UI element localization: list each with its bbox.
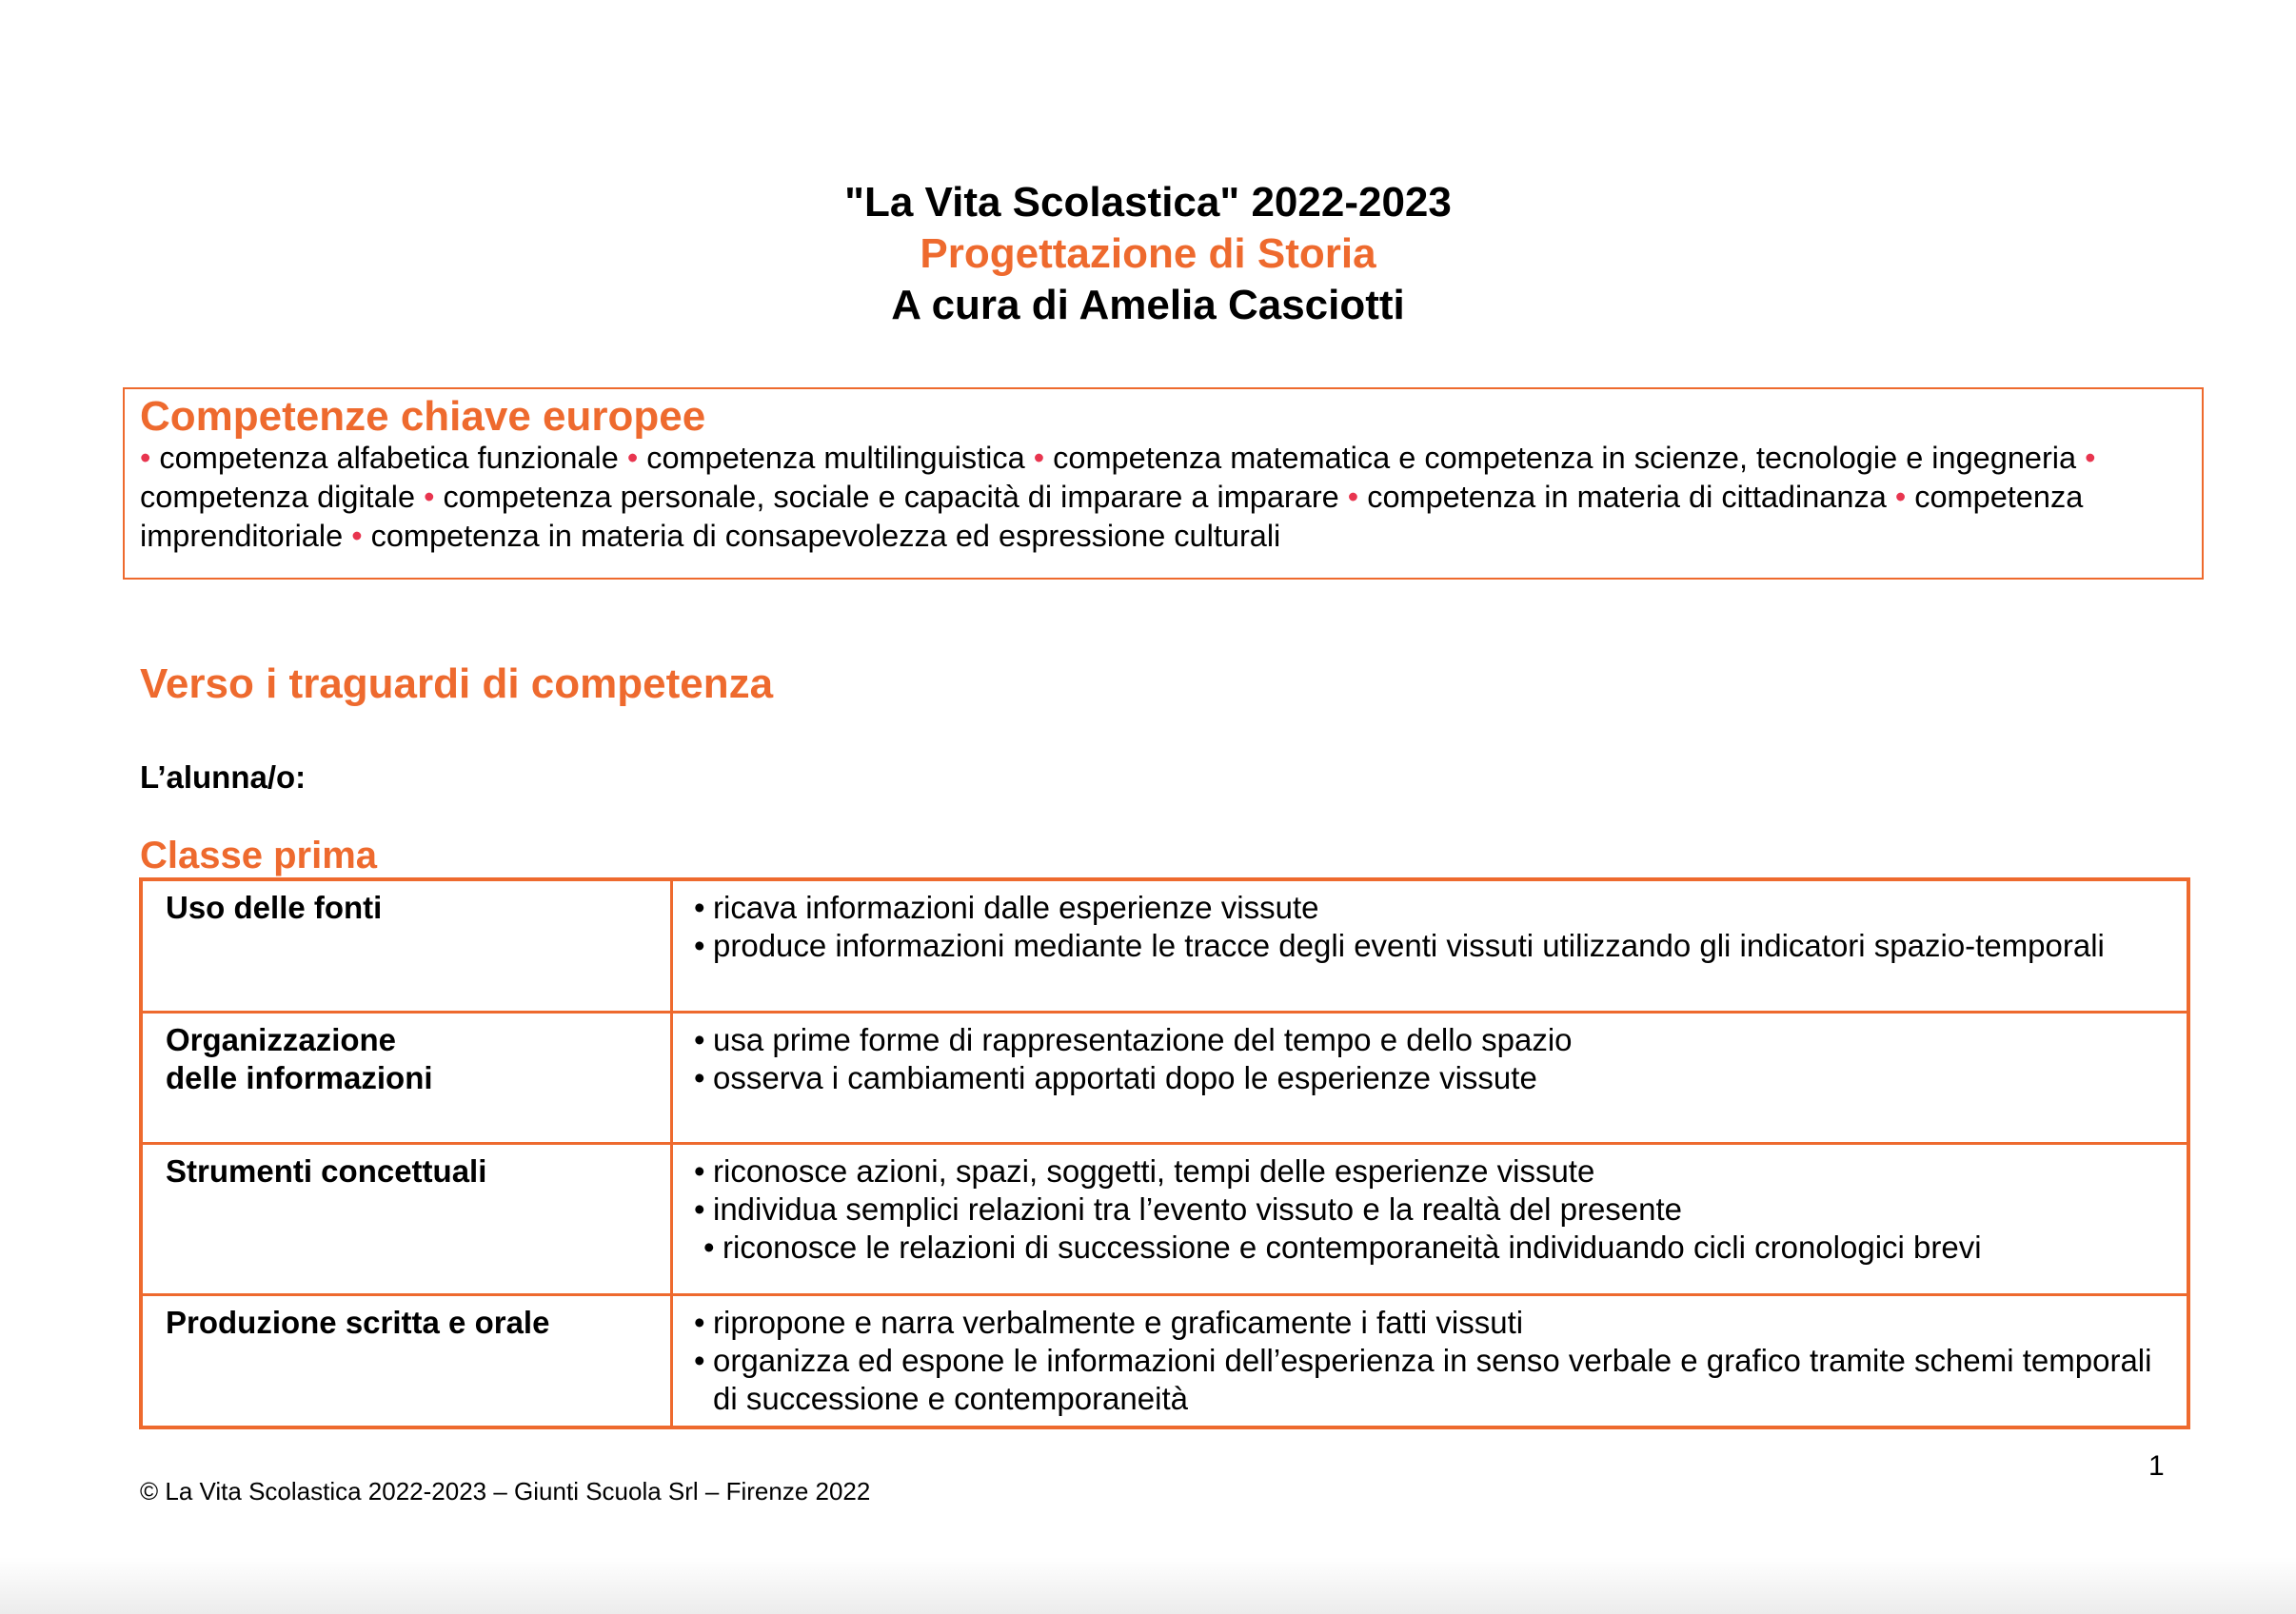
table-row bbox=[141, 1013, 2188, 1144]
row-label-cell bbox=[141, 1144, 672, 1295]
list-item-text: produce informazioni mediante le tracce degli eventi vissuti utilizzando gli indicatori spazio-temporali bbox=[713, 928, 2105, 963]
bullet-icon: • bbox=[694, 890, 705, 925]
list-item bbox=[694, 1342, 2167, 1418]
row-label: delle informazioni bbox=[166, 1060, 433, 1095]
list-item-text: individua semplici relazioni tra l’evento vissuto e la realtà del presente bbox=[713, 1191, 1683, 1227]
document-header bbox=[0, 177, 2296, 331]
row-label: Produzione scritta e orale bbox=[166, 1305, 550, 1340]
list-item-text: ricava informazioni dalle esperienze vissute bbox=[713, 890, 1319, 925]
key-competence-item: competenza alfabetica funzionale bbox=[159, 441, 619, 475]
key-competence-item: competenza multilinguistica bbox=[646, 441, 1025, 475]
key-competence-item: competenza imprenditoriale bbox=[140, 480, 2084, 553]
table-row bbox=[141, 1144, 2188, 1295]
list-item bbox=[694, 1191, 2167, 1229]
key-competence-item: competenza digitale bbox=[140, 480, 416, 514]
row-items-cell bbox=[672, 1295, 2189, 1428]
list-item bbox=[694, 889, 2167, 927]
list-item bbox=[694, 1229, 2167, 1267]
key-competences-box bbox=[123, 387, 2204, 580]
bullet-icon: • bbox=[694, 1022, 705, 1057]
list-item bbox=[694, 1152, 2167, 1191]
bullet-icon: • bbox=[694, 1191, 705, 1227]
row-items-cell bbox=[672, 1144, 2189, 1295]
table-row bbox=[141, 1295, 2188, 1428]
bullet-icon: • bbox=[694, 1153, 705, 1189]
row-label-cell bbox=[141, 1295, 672, 1428]
row-label: Uso delle fonti bbox=[166, 890, 383, 925]
page-bottom-shadow bbox=[0, 1557, 2296, 1614]
page-number: 1 bbox=[2148, 1450, 2165, 1482]
row-label: Organizzazione bbox=[166, 1022, 397, 1057]
bullet-dot-icon: • bbox=[2085, 441, 2096, 475]
bullet-icon: • bbox=[694, 928, 705, 963]
competence-table bbox=[139, 877, 2190, 1429]
key-competence-item: competenza in materia di consapevolezza ed espressione culturali bbox=[370, 519, 1281, 553]
bullet-icon: • bbox=[694, 1343, 705, 1378]
key-competences-title: Competenze chiave europee bbox=[140, 393, 706, 440]
key-competences-list bbox=[140, 439, 2185, 556]
list-item bbox=[694, 1021, 2167, 1059]
key-competence-item: competenza matematica e competenza in scienze, tecnologie e ingegneria bbox=[1053, 441, 2077, 475]
bullet-icon: • bbox=[694, 1060, 705, 1095]
subject-label: L’alunna/o: bbox=[140, 759, 307, 795]
document-author: A cura di Amelia Casciotti bbox=[891, 282, 1405, 328]
bullet-dot-icon: • bbox=[351, 519, 363, 553]
bullet-dot-icon: • bbox=[1347, 480, 1359, 514]
bullet-icon: • bbox=[694, 1305, 705, 1340]
list-item-text: organizza ed espone le informazioni dell’esperienza in senso verbale e grafico tramite schemi temporali di successione e contemporaneità bbox=[713, 1343, 2152, 1416]
row-label-cell bbox=[141, 1013, 672, 1144]
document-title: "La Vita Scolastica" 2022-2023 bbox=[844, 179, 1452, 226]
key-competence-item: competenza in materia di cittadinanza bbox=[1367, 480, 1887, 514]
bullet-dot-icon: • bbox=[140, 441, 151, 475]
list-item-text: osserva i cambiamenti apportati dopo le esperienze vissute bbox=[713, 1060, 1537, 1095]
bullet-icon: • bbox=[703, 1230, 715, 1265]
bullet-dot-icon: • bbox=[626, 441, 639, 475]
list-item-text: usa prime forme di rappresentazione del tempo e dello spazio bbox=[713, 1022, 1573, 1057]
list-item bbox=[694, 1059, 2167, 1097]
table-row bbox=[141, 879, 2188, 1013]
document-subtitle: Progettazione di Storia bbox=[920, 230, 1376, 277]
list-item-text: riconosce azioni, spazi, soggetti, tempi delle esperienze vissute bbox=[713, 1153, 1595, 1189]
section-title: Verso i traguardi di competenza bbox=[140, 660, 774, 707]
bullet-dot-icon: • bbox=[1894, 480, 1907, 514]
bullet-dot-icon: • bbox=[424, 480, 435, 514]
row-label-cell bbox=[141, 879, 672, 1013]
list-item bbox=[694, 1304, 2167, 1342]
list-item-text: ripropone e narra verbalmente e graficamente i fatti vissuti bbox=[713, 1305, 1524, 1340]
bullet-dot-icon: • bbox=[1033, 441, 1045, 475]
list-item bbox=[694, 927, 2167, 965]
list-item-text: riconosce le relazioni di successione e contemporaneità individuando cicli cronologici brevi bbox=[722, 1230, 1982, 1265]
class-title: Classe prima bbox=[140, 835, 378, 876]
row-items-cell bbox=[672, 879, 2189, 1013]
row-label: Strumenti concettuali bbox=[166, 1153, 487, 1189]
key-competence-item: competenza personale, sociale e capacità di imparare a imparare bbox=[443, 480, 1339, 514]
row-items-cell bbox=[672, 1013, 2189, 1144]
footer-copyright: © La Vita Scolastica 2022-2023 – Giunti Scuola Srl – Firenze 2022 bbox=[140, 1477, 871, 1506]
